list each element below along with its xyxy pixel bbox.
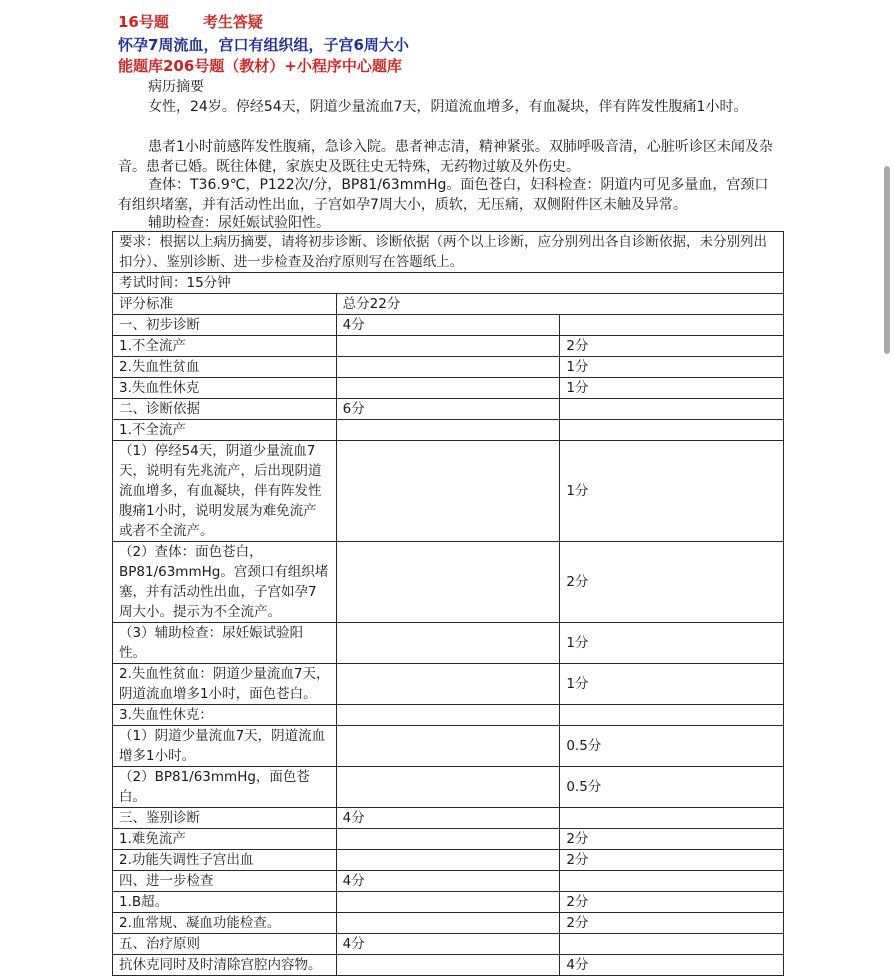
exam-time: 考试时间：15分钟	[113, 273, 784, 294]
criteria-label: 评分标准	[113, 294, 337, 315]
section-score: 6分	[336, 399, 560, 420]
section-score	[336, 829, 560, 850]
item-score: 1分	[560, 441, 784, 542]
criteria-text: （3）辅助检查：尿妊娠试验阳性。	[113, 623, 337, 664]
section-score	[336, 336, 560, 357]
criteria-text: 2.血常规、凝血功能检查。	[113, 913, 337, 934]
criteria-text: 1.不全流产	[113, 336, 337, 357]
qa-label: 考生答疑	[202, 13, 263, 31]
question-number: 16号题	[118, 13, 169, 31]
table-row	[113, 315, 784, 336]
table-row	[113, 913, 784, 934]
item-score	[560, 705, 784, 726]
question-header	[118, 12, 263, 32]
item-score: 0.5分	[560, 726, 784, 767]
item-score: 2分	[560, 829, 784, 850]
history-para-2: 患者1小时前感阵发性腹痛，急诊入院。患者神志清，精神紧张。双肺呼吸音清，心脏听诊区未闻及杂音。患者已婚。既往体健，家族史及既往史无特殊，无药物过敏及外伤史。	[118, 139, 773, 175]
criteria-text: 2.失血性贫血：阴道少量流血7天，阴道流血增多1小时，面色苍白。	[113, 664, 337, 705]
section-score	[336, 892, 560, 913]
criteria-text: 五、治疗原则	[113, 934, 337, 955]
criteria-text: 3.失血性休克	[113, 378, 337, 399]
section-score: 4分	[336, 934, 560, 955]
history-para-3: 查体：T36.9℃，P122次/分，BP81/63mmHg。面色苍白，妇科检查：阴道内可见多量血，宫颈口有组织堵塞，并有活动性出血，子宫如孕7周大小，质软，无压痛，双侧附件区未触及异常。	[118, 177, 769, 213]
criteria-text: 2.功能失调性子宫出血	[113, 850, 337, 871]
section-score	[336, 705, 560, 726]
item-score	[560, 871, 784, 892]
item-score: 1分	[560, 378, 784, 399]
criteria-text: 三、鉴别诊断	[113, 808, 337, 829]
grading-table	[112, 231, 784, 976]
criteria-header-row	[113, 294, 784, 315]
criteria-text: 抗休克同时及时清除宫腔内容物。	[113, 955, 337, 976]
table-row	[113, 399, 784, 420]
table-row	[113, 726, 784, 767]
criteria-text: 二、诊断依据	[113, 399, 337, 420]
table-row	[113, 705, 784, 726]
item-score: 1分	[560, 357, 784, 378]
table-row	[113, 808, 784, 829]
table-row	[113, 378, 784, 399]
table-row	[113, 892, 784, 913]
section-score	[336, 726, 560, 767]
table-row	[113, 829, 784, 850]
item-score	[560, 315, 784, 336]
item-score: 2分	[560, 892, 784, 913]
table-row	[113, 420, 784, 441]
exam-time-row	[113, 273, 784, 294]
section-score	[336, 378, 560, 399]
table-row	[113, 850, 784, 871]
criteria-text: 1.不全流产	[113, 420, 337, 441]
total-score: 总分22分	[336, 294, 783, 315]
criteria-text: 一、初步诊断	[113, 315, 337, 336]
item-score: 2分	[560, 850, 784, 871]
section-score	[336, 767, 560, 808]
criteria-text: （2）查体：面色苍白，BP81/63mmHg。宫颈口有组织堵塞，并有活动性出血，子宫如孕7周大小。提示为不全流产。	[113, 542, 337, 623]
criteria-text: （2）BP81/63mmHg，面色苍白。	[113, 767, 337, 808]
table-row	[113, 542, 784, 623]
table-row	[113, 336, 784, 357]
section-score	[336, 955, 560, 976]
table-row	[113, 955, 784, 976]
table-row	[113, 357, 784, 378]
item-score: 0.5分	[560, 767, 784, 808]
item-score: 1分	[560, 623, 784, 664]
section-score: 4分	[336, 315, 560, 336]
section-score	[336, 623, 560, 664]
item-score: 4分	[560, 955, 784, 976]
bank-source: 能题库206号题（教材）+小程序中心题库	[118, 57, 402, 75]
history-heading: 病历摘要	[148, 79, 204, 95]
section-score	[336, 913, 560, 934]
criteria-text: 四、进一步检查	[113, 871, 337, 892]
case-title: 怀孕7周流血，宫口有组织组，子宫6周大小	[118, 36, 409, 54]
requirement-row	[113, 232, 784, 273]
item-score	[560, 808, 784, 829]
item-score: 2分	[560, 542, 784, 623]
section-score: 4分	[336, 871, 560, 892]
section-score	[336, 664, 560, 705]
requirement-text: 要求：根据以上病历摘要，请将初步诊断、诊断依据（两个以上诊断，应分别列出各自诊断依据，未分别列出扣分）、鉴别诊断、进一步检查及治疗原则写在答题纸上。	[113, 232, 784, 273]
section-score: 4分	[336, 808, 560, 829]
table-row	[113, 623, 784, 664]
criteria-text: 2.失血性贫血	[113, 357, 337, 378]
table-row	[113, 441, 784, 542]
history-para-4: 辅助检查：尿妊娠试验阳性。	[148, 215, 330, 231]
table-row	[113, 934, 784, 955]
table-row	[113, 871, 784, 892]
section-score	[336, 441, 560, 542]
section-score	[336, 542, 560, 623]
history-para-1: 女性，24岁。停经54天，阴道少量流血7天，阴道流血增多，有血凝块，伴有阵发性腹痛1小时。	[148, 99, 748, 115]
section-score	[336, 420, 560, 441]
section-score	[336, 850, 560, 871]
scrollbar-thumb[interactable]	[884, 166, 890, 354]
section-score	[336, 357, 560, 378]
item-score	[560, 399, 784, 420]
criteria-text: （1）停经54天，阴道少量流血7天，说明有先兆流产，后出现阴道流血增多，有血凝块，伴有阵发性腹痛1小时，说明发展为难免流产或者不全流产。	[113, 441, 337, 542]
criteria-text: 1.难免流产	[113, 829, 337, 850]
item-score	[560, 420, 784, 441]
criteria-text: 3.失血性休克：	[113, 705, 337, 726]
item-score: 2分	[560, 913, 784, 934]
item-score: 1分	[560, 664, 784, 705]
bank-source-line	[118, 56, 402, 76]
criteria-text: 1.B超。	[113, 892, 337, 913]
criteria-text: （1）阴道少量流血7天，阴道流血增多1小时。	[113, 726, 337, 767]
item-score: 2分	[560, 336, 784, 357]
table-row	[113, 664, 784, 705]
table-row	[113, 767, 784, 808]
item-score	[560, 934, 784, 955]
